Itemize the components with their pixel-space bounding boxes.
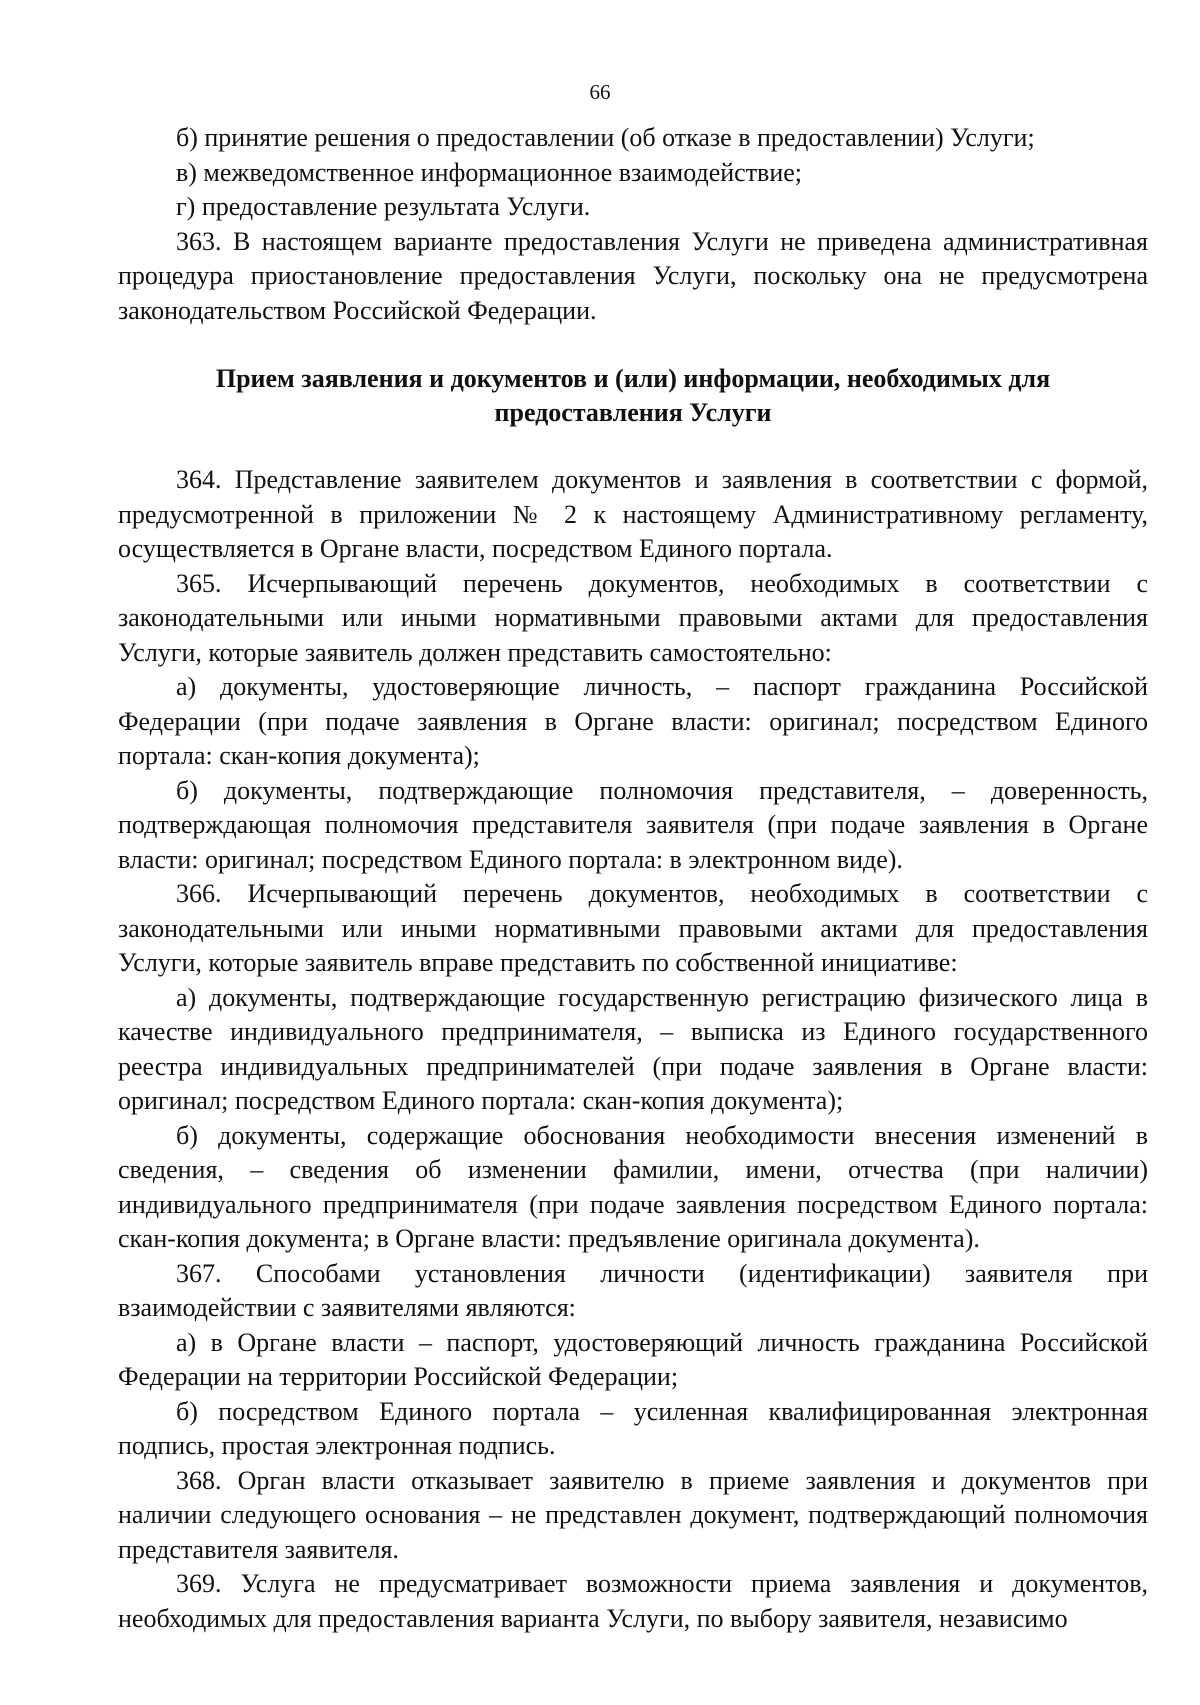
paragraph-366-a: а) документы, подтверждающие государственную регистрацию физического лица в качестве индивидуального предпринимателя, – выписка из Единого государственного реестра индивидуальных предпринимателей (при подаче заявления в Органе власти: оригинал; посредством Единого портала: скан-копия документа); [118,982,1148,1115]
paragraph-366-b: б) документы, содержащие обоснования необходимости внесения изменений в сведения, – сведения об изменении фамилии, имени, отчества (при наличии) индивидуального предпринимателя (при подаче заявления посредством Единого портала: скан-копия документа; в Органе власти: предъявление оригинала документа). [118,1120,1148,1253]
paragraph-365-a: а) документы, удостоверяющие личность, – паспорт гражданина Российской Федерации (при подаче заявления в Органе власти: оригинал; посредством Единого портала: скан-копия документа); [118,672,1148,770]
paragraph-369: 369. Услуга не предусматривает возможности приема заявления и документов, необходимых для предоставления варианта Услуги, по выбору заявителя, независимо [118,1569,1148,1633]
paragraph-367-b: б) посредством Единого портала – усиленная квалифицированная электронная подпись, простая электронная подпись. [118,1396,1148,1460]
paragraph-363: 363. В настоящем варианте предоставления Услуги не приведена административная процедура приостановление предоставления Услуги, поскольку она не предусмотрена законодательством Российской Федерации. [118,226,1148,325]
paragraph-367: 367. Способами установления личности (идентификации) заявителя при взаимодействии с заявителями являются: [118,1258,1148,1322]
paragraph-item-v: в) межведомственное информационное взаимодействие; [176,157,803,187]
page-number: 66 [589,80,611,104]
paragraph-365-b: б) документы, подтверждающие полномочия представителя, – доверенность, подтверждающая полномочия представителя заявителя (при подаче заявления в Органе власти: оригинал; посредством Единого портала: в электронном виде). [118,775,1148,874]
paragraph-item-b: б) принятие решения о предоставлении (об отказе в предоставлении) Услуги; [176,123,1035,152]
paragraph-item-g: г) предоставление результата Услуги. [176,192,591,221]
paragraph-368: 368. Орган власти отказывает заявителю в приеме заявления и документов при наличии следующего основания – не представлен документ, подтверждающий полномочия представителя заявителя. [118,1465,1148,1564]
paragraph-365: 365. Исчерпывающий перечень документов, необходимых в соответствии с законодательными или иными нормативными правовыми актами для предоставления Услуги, которые заявитель должен представить самостоятельно: [118,568,1148,667]
paragraph-366: 366. Исчерпывающий перечень документов, необходимых в соответствии с законодательными или иными нормативными правовыми актами для предоставления Услуги, которые заявитель вправе представить по собственной инициативе: [118,879,1148,977]
section-heading: Прием заявления и документов и (или) информации, необходимых для предоставления Услуги [215,364,1051,427]
paragraph-364: 364. Представление заявителем документов и заявления в соответствии с формой, предусмотренной в приложении № 2 к настоящему Административному регламенту, осуществляется в Органе власти, посредством Единого портала. [118,465,1148,563]
document-body [118,121,1148,1636]
paragraph-367-a: а) в Органе власти – паспорт, удостоверяющий личность гражданина Российской Федерации на территории Российской Федерации; [118,1327,1148,1391]
